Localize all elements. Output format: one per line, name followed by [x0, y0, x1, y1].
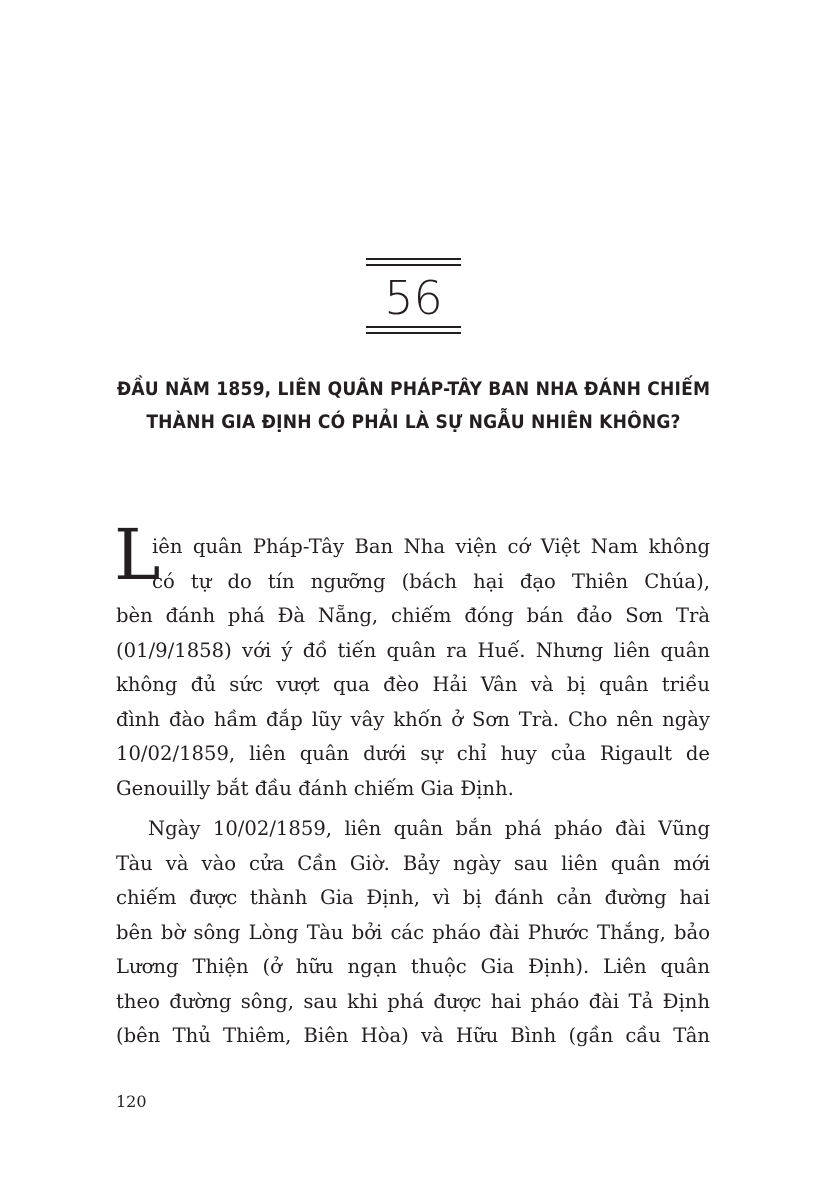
paragraph-line: Ngày 10/02/1859, liên quân bắn phá pháo đài Vũng [148, 817, 710, 840]
paragraph-1 [116, 530, 710, 806]
paragraph-line: chiếm được thành Gia Định, vì bị đánh cản đường hai [116, 886, 710, 909]
paragraph-line: 10/02/1859, liên quân dưới sự chỉ huy của Rigault de [116, 742, 710, 765]
paragraph-line: (01/9/1858) với ý đồ tiến quân ra Huế. Nhưng liên quân [116, 638, 710, 662]
chapter-number: 56 [384, 271, 443, 325]
paragraph-2 [116, 812, 710, 1054]
paragraph-line: (bên Thủ Thiêm, Biên Hòa) và Hữu Bình (gần cầu Tân [116, 1024, 710, 1047]
paragraph-line: iên quân Pháp-Tây Ban Nha viện cớ Việt Nam không [152, 535, 710, 558]
paragraph-line: bèn đánh phá Đà Nẵng, chiếm đóng bán đảo Sơn Trà [116, 604, 710, 627]
paragraph-line: Tàu và vào cửa Cần Giờ. Bảy ngày sau liên quân mới [116, 851, 710, 875]
chapter-number-top-rule-1 [366, 258, 461, 260]
chapter-number-bottom-rule-1 [366, 326, 461, 328]
drop-cap: L [114, 514, 161, 596]
paragraph-line: không đủ sức vượt qua đèo Hải Vân và bị quân triều [116, 673, 710, 696]
paragraph-line: Genouilly bắt đầu đánh chiếm Gia Định. [116, 776, 514, 800]
chapter-number-top-rule-2 [366, 264, 461, 266]
paragraph-line: đình đào hầm đắp lũy vây khốn ở Sơn Trà. Cho nên ngày [116, 707, 710, 731]
paragraph-line: bên bờ sông Lòng Tàu bởi các pháo đài Phước Thắng, bảo [116, 920, 710, 944]
chapter-title-line-1: ĐẦU NĂM 1859, LIÊN QUÂN PHÁP-TÂY BAN NHA ĐÁNH CHIẾM [116, 378, 711, 400]
page-number: 120 [116, 1092, 147, 1111]
paragraph-line: có tự do tín ngưỡng (bách hại đạo Thiên Chúa), [152, 569, 710, 593]
chapter-title-line-2: THÀNH GIA ĐỊNH CÓ PHẢI LÀ SỰ NGẪU NHIÊN KHÔNG? [146, 411, 681, 433]
chapter-title [100, 373, 727, 439]
paragraph-line: Lương Thiện (ở hữu ngạn thuộc Gia Định). Liên quân [116, 955, 710, 978]
paragraph-line: theo đường sông, sau khi phá được hai pháo đài Tả Định [116, 989, 710, 1013]
chapter-number-bottom-rule-2 [366, 332, 461, 334]
